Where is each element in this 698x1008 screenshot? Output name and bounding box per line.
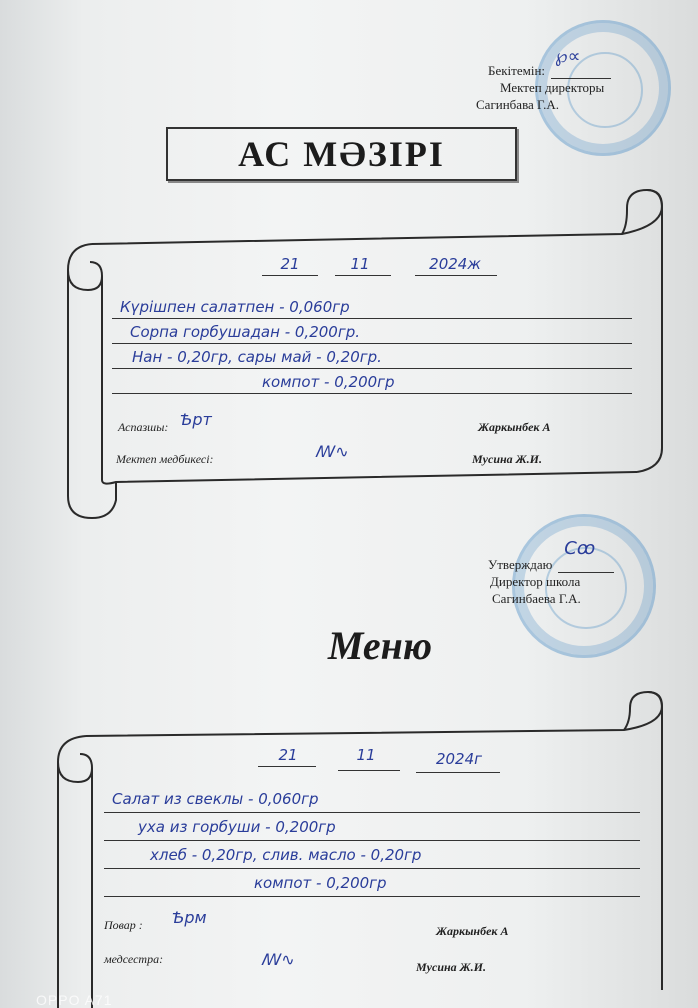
date-year-line <box>415 275 497 276</box>
director-name: Сагинбаева Г.А. <box>492 591 581 606</box>
director-signature: ℘∝ <box>555 46 581 67</box>
nurse-name: Мусина Ж.И. <box>472 452 543 466</box>
menu-item: компот - 0,200гр <box>254 874 387 892</box>
menu-item: компот - 0,200гр <box>262 373 395 391</box>
page-title-ru: Меню <box>327 623 433 668</box>
menu-line <box>104 896 640 897</box>
menu-line <box>112 318 632 319</box>
director-position: Мектеп директоры <box>500 80 605 95</box>
cook-name: Жаркынбек А <box>436 924 509 938</box>
date-day-line <box>258 766 316 767</box>
menu-line <box>112 368 632 369</box>
date-day: 21 <box>280 255 300 273</box>
date-day: 21 <box>278 746 298 764</box>
menu-list-kz <box>112 296 632 406</box>
approval-block-kz <box>476 46 611 113</box>
menu-item: Күрішпен салатпен - 0,060гр <box>120 298 350 316</box>
signature-line <box>558 538 614 573</box>
date-year: 2024ж <box>429 255 481 273</box>
menu-item: Салат из свеклы - 0,060гр <box>112 790 319 808</box>
menu-line <box>104 812 640 813</box>
nurse-label: медсестра: <box>104 952 164 966</box>
cook-label: Аспазшы: <box>118 420 169 434</box>
nurse-name: Мусина Ж.И. <box>416 960 487 974</box>
camera-watermark: OPPO A71 <box>36 992 113 1008</box>
menu-line <box>104 868 640 869</box>
nurse-signature: ꟿ∿ <box>316 442 349 461</box>
page-title: АС МӘЗІРІ <box>166 127 517 181</box>
menu-list-ru <box>104 788 640 908</box>
director-position: Директор школа <box>490 574 581 589</box>
director-signature: Сꝏ <box>564 538 596 559</box>
menu-item: Сорпа горбушадан - 0,200гр. <box>130 323 360 341</box>
date-month-line <box>335 275 391 276</box>
menu-item: уха из горбуши - 0,200гр <box>138 818 336 836</box>
date-month: 11 <box>350 255 370 273</box>
date-year: 2024г <box>435 750 483 768</box>
cook-name: Жаркынбек А <box>478 420 551 434</box>
director-name: Сагинбава Г.А. <box>476 97 559 112</box>
menu-line <box>104 840 640 841</box>
date-month: 11 <box>356 746 376 764</box>
menu-item: Нан - 0,20гр, сары май - 0,20гр. <box>132 348 382 366</box>
nurse-label: Мектеп медбикесі: <box>116 452 214 466</box>
approved-label: Утверждаю <box>488 557 553 572</box>
menu-item: хлеб - 0,20гр, слив. масло - 0,20гр <box>150 846 422 864</box>
nurse-signature: ꟿ∿ <box>262 950 295 969</box>
menu-line <box>112 393 632 394</box>
cook-signature: Ѣрм <box>172 908 207 927</box>
approval-block-ru <box>488 538 614 607</box>
signature-line <box>551 46 611 79</box>
date-day-line <box>262 275 318 276</box>
cook-label: Повар : <box>104 918 143 932</box>
approved-label: Бекітемін: <box>488 63 546 78</box>
date-month-line <box>338 770 400 771</box>
menu-line <box>112 343 632 344</box>
date-year-line <box>416 772 500 773</box>
cook-signature: Ѣрт <box>180 410 212 429</box>
